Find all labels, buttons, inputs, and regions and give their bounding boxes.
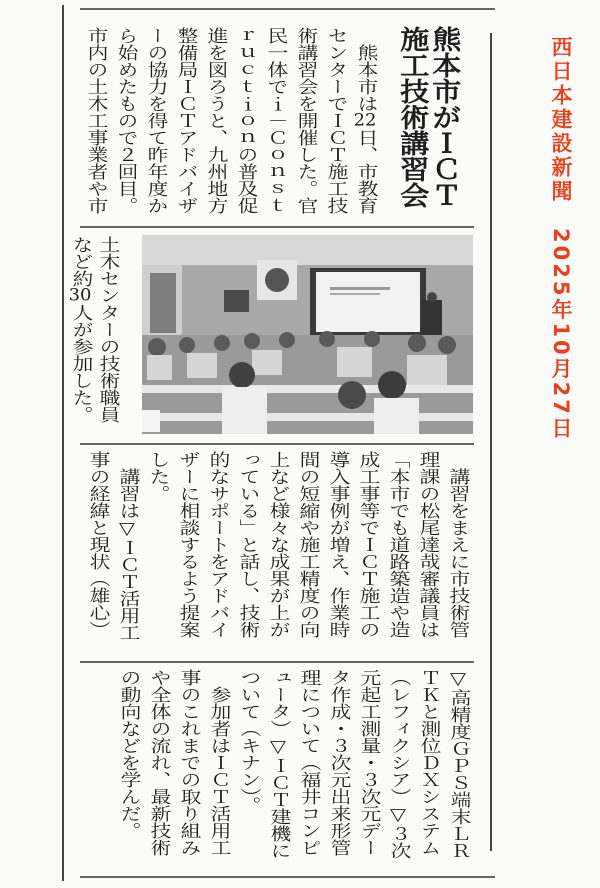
text-column: 理課の松尾達哉審議員は <box>414 451 440 638</box>
text-column: 土木センターの技術職員 <box>94 236 120 423</box>
clipping-right-border <box>490 33 492 851</box>
text-column: 理について（福井コンピ <box>295 669 321 856</box>
text-column: センターでＩＣＴ施工技 <box>322 27 348 214</box>
text-column: ｒｕｃｔｉｏｎの普及促 <box>232 27 258 214</box>
text-column: 事の経緯と現状（雄心） <box>84 451 110 638</box>
text-column: 的なサポートをアドバイ <box>204 451 230 638</box>
text-column: 事のこれまでの取り組み <box>175 669 201 856</box>
text-column: 上など様々な成果が上が <box>264 451 290 638</box>
seminar-photo <box>142 235 473 434</box>
top-rule <box>80 8 495 10</box>
text-column: 講習をまえに市技術管 <box>444 451 470 638</box>
text-column: 講習は▽ＩＣＴ活用工 <box>114 451 140 641</box>
rule-1 <box>80 226 474 228</box>
text-column: 術講習会を開催した。官 <box>292 27 318 214</box>
text-column: タ作成・３次元出来形管 <box>325 669 351 856</box>
clipping-left-border <box>62 5 64 881</box>
headline-line-1: 熊本市がＩＣＴ <box>427 26 461 208</box>
rule-4 <box>80 876 495 878</box>
text-column: ら始めたもので２回目。 <box>112 27 138 214</box>
text-column: した。 <box>144 451 170 502</box>
text-column: 間の短縮や施工精度の向 <box>294 451 320 638</box>
text-column: 成工事等でＩＣＴ施工の <box>354 451 380 638</box>
headline-line-2: 施工技術講習会 <box>395 26 429 208</box>
text-column: 整備局ＩＣＴアドバイザ <box>172 27 198 214</box>
rule-3 <box>80 661 474 663</box>
text-column: 民一体でｉ－Ｃｏｎｓｔ <box>262 27 288 214</box>
text-column: や全体の流れ、最新技術 <box>145 669 171 856</box>
text-column: ュータ）▽ＩＣＴ建機に <box>265 669 291 859</box>
text-column: っている」と話し、技術 <box>234 451 260 638</box>
text-column: ーの協力を得て昨年度か <box>142 27 168 214</box>
text-column: 導入事例が増え、作業時 <box>324 451 350 638</box>
text-column: 進を図ろうと、九州地方 <box>202 27 228 214</box>
text-column: の動向などを学んだ。 <box>115 669 141 839</box>
text-column: ザーに相談するよう提案 <box>174 451 200 638</box>
text-column: ▽高精度ＧＰＳ端末ＬＲ <box>445 669 471 859</box>
text-column: ついて（キナン）。 <box>235 669 261 814</box>
text-column: 市内の土木工事業者や市 <box>82 27 108 214</box>
text-column: 熊本市は22日、市教育 <box>352 27 378 214</box>
text-column: 参加者はＩＣＴ活用工 <box>205 669 231 856</box>
newspaper-source-date: 西日本建設新聞 2025年10月27日 <box>549 36 573 441</box>
rule-2 <box>80 443 474 445</box>
text-column: など約30人が参加した。 <box>67 236 93 423</box>
text-column: 「本市でも道路築造や造 <box>384 451 410 638</box>
text-column: ＴＫと測位ＤＸシステム <box>415 669 441 856</box>
text-column: （レフィクシア）▽３次 <box>385 669 411 859</box>
text-column: 元起工測量・３次元デー <box>355 669 381 856</box>
